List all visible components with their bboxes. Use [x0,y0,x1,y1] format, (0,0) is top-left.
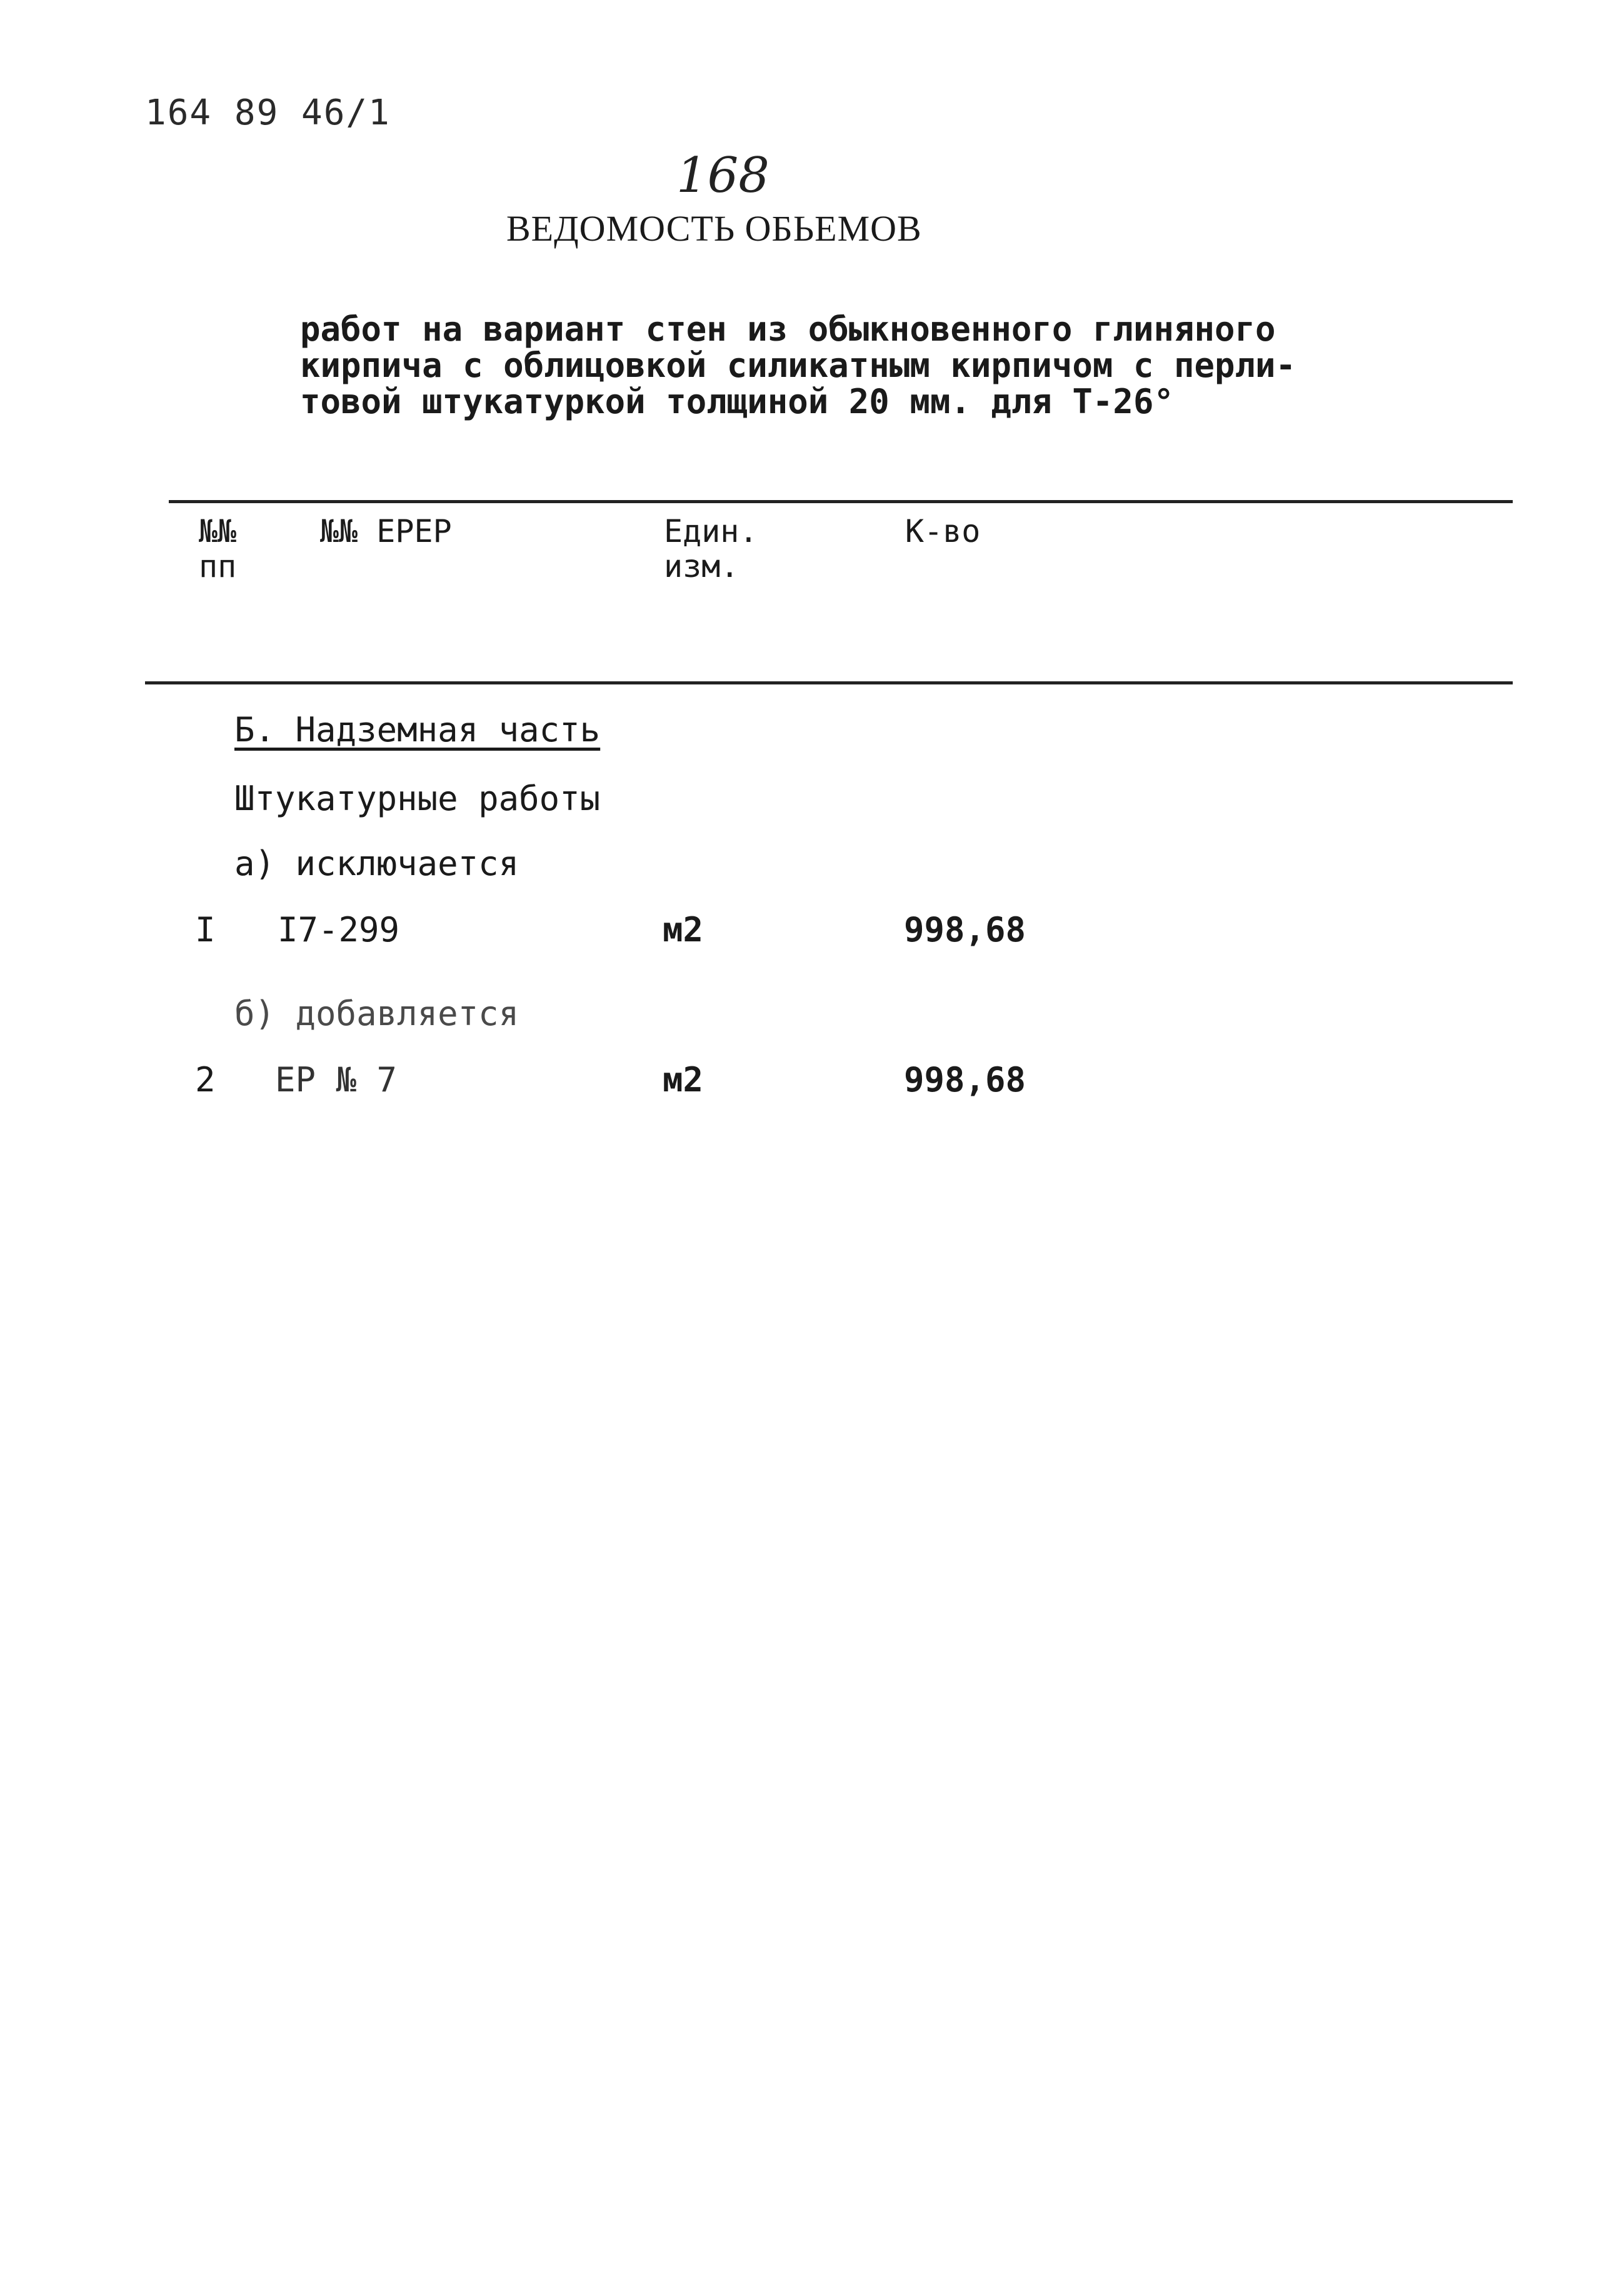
subtitle-line-2: кирпича с облицовкой силикатным кирпичом с перли- [300,346,1296,385]
section-title: Б. Надземная часть [234,710,601,749]
subsection-title: Штукатурные работы [234,779,601,818]
row-code: ЕР № 7 [275,1060,398,1099]
column-header-code: №№ ЕРЕР [320,513,452,549]
column-header-number-line-1: №№ [199,513,237,549]
column-header-unit [664,514,758,584]
row-unit: м2 [663,910,704,949]
document-subtitle [300,311,1296,420]
row-number: I [195,910,216,949]
subtitle-line-1: работ на вариант стен из обыкновенного глиняного [300,309,1276,349]
document-code: 164 89 46/1 [145,93,391,133]
row-quantity: 998,68 [904,1060,1026,1099]
row-quantity: 998,68 [904,910,1026,949]
document-title: ВЕДОМОСТЬ ОБЬЕМОВ [506,208,922,249]
row-code: I7-299 [278,910,400,949]
table-top-rule [169,500,1513,503]
add-label: б) добавляется [234,994,519,1033]
table-header-bottom-rule [145,681,1513,684]
row-unit: м2 [663,1060,704,1099]
column-header-unit-line-1: Един. [664,513,758,549]
subtitle-line-3: товой штукатуркой толщиной 20 мм. для Т-26° [300,382,1174,421]
row-number: 2 [195,1060,216,1099]
column-header-number [199,514,236,584]
exclude-label: а) исключается [234,844,519,883]
page-number: 168 [676,148,769,204]
column-header-quantity: К-во [905,513,981,549]
column-header-number-line-2: пп [199,548,237,584]
column-header-unit-line-2: изм. [664,548,739,584]
